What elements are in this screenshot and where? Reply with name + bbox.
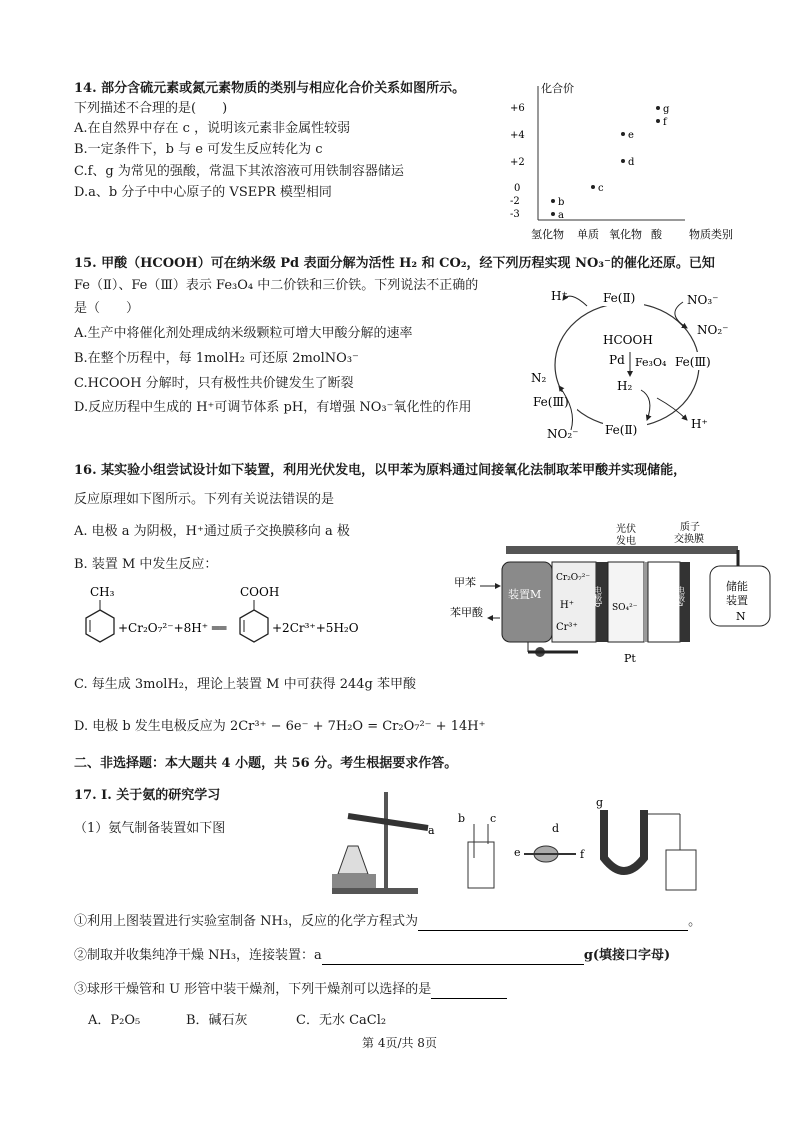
- q17-question-3: [74, 981, 507, 999]
- wire-top: [506, 546, 738, 554]
- q16-option-a: A. 电极 a 为阴极，H⁺通过质子交换膜移向 a 极: [74, 524, 350, 539]
- point-d: [621, 159, 625, 163]
- point-f: [656, 119, 660, 123]
- label-d: d: [552, 822, 560, 835]
- q16-title: 16. 某实验小组尝试设计如下装置，利用光伏发电，以甲苯为原料通过间接氧化法制取苯甲酸并实现储能，: [74, 463, 687, 478]
- page-footer: 第 4页/共 8页: [362, 1036, 437, 1050]
- center-hcooh: HCOOH: [603, 333, 653, 347]
- q14-title: 14. 部分含硫元素或氮元素物质的类别与相应化合价关系如图所示。: [74, 81, 466, 96]
- fe2-top: Fe(Ⅱ): [603, 291, 636, 305]
- q16-option-c: C. 每生成 3molH₂，理论上装置 M 中可获得 244g 苯甲酸: [74, 677, 416, 692]
- q16-line2: 反应原理如下图所示。下列有关说法错误的是: [74, 492, 335, 507]
- q14-option-b: B.一定条件下，b 与 e 可发生反应转化为 c: [74, 142, 323, 157]
- q17-q3-text: ③球形干燥管和 U 形管中装干燥剂，下列干燥剂可以选择的是: [74, 982, 432, 997]
- answer-blank-3[interactable]: [431, 985, 507, 999]
- fe3-right: Fe(Ⅲ): [675, 355, 711, 369]
- membrane-label-2: 交换膜: [674, 534, 704, 545]
- q17-q1-text: ①利用上图装置进行实验室制备 NH₃，反应的化学方程式为: [74, 914, 419, 929]
- reaction-end: +2Cr³⁺+5H₂O: [272, 621, 359, 635]
- q16-apparatus: [448, 520, 788, 670]
- section-2-heading: 二、非选择题：本大题共 4 小题，共 56 分。考生根据要求作答。: [74, 756, 458, 771]
- point-label-c: c: [598, 183, 604, 194]
- stand-pole: [384, 792, 388, 888]
- point-label-e: e: [628, 130, 634, 141]
- h-plus-top: H⁺: [551, 289, 568, 303]
- point-g: [656, 106, 660, 110]
- device-m-label: 装置M: [508, 588, 542, 601]
- q14-option-a: A.在自然界中存在 c ，说明该元素非金属性较弱: [74, 121, 351, 136]
- electrode-a-label: 电极a: [676, 586, 686, 607]
- storage-label: 储能: [726, 580, 748, 593]
- q17-option-b: B．碱石灰: [186, 1013, 248, 1028]
- q17-question-1: [74, 913, 701, 931]
- label-e: e: [514, 846, 521, 859]
- q14-option-c: C.f、g 为常见的强酸，常温下其浓溶液可用铁制容器储运: [74, 164, 404, 179]
- q15-line3: 是（ ）: [74, 301, 140, 316]
- ytick: +4: [510, 130, 525, 141]
- q15-cycle-diagram: [515, 280, 745, 450]
- label-a: a: [428, 824, 435, 837]
- q17-q2-text: ②制取并收集纯净干燥 NH₃，连接装置：a: [74, 948, 322, 963]
- point-b: [551, 199, 555, 203]
- so4-label: SO₄²⁻: [612, 603, 638, 613]
- lamp-stand: [332, 874, 376, 888]
- q17-option-c: C．无水 CaCl₂: [296, 1013, 387, 1028]
- no3-label: NO₃⁻: [687, 293, 719, 307]
- toluene-label: 甲苯: [454, 576, 476, 589]
- ytick: 0: [514, 183, 521, 194]
- stand-base: [332, 888, 418, 894]
- u-tube: [604, 810, 644, 871]
- point-c: [591, 185, 595, 189]
- ytick: +6: [510, 103, 525, 114]
- q14-prompt: 下列描述不合理的是( ): [74, 101, 228, 116]
- q17-title: 17. Ⅰ. 关于氨的研究学习: [74, 788, 221, 803]
- beaker: [666, 850, 696, 890]
- q16-option-b: B. 装置 M 中发生反应：: [74, 557, 218, 572]
- h-plus-right: H⁺: [691, 417, 708, 431]
- reaction-mid: +Cr₂O₇²⁻+8H⁺ ══: [118, 621, 227, 635]
- cr3-label: Cr³⁺: [556, 622, 578, 633]
- cooh-label: COOH: [240, 585, 280, 599]
- cr2o7-label: Cr₂O₇²⁻: [556, 573, 591, 583]
- fe3-left: Fe(Ⅲ): [533, 395, 569, 409]
- q14-option-d: D.a、b 分子中中心原子的 VSEPR 模型相同: [74, 185, 332, 200]
- fe2-bottom: Fe(Ⅱ): [605, 423, 638, 437]
- q15-option-d: D.反应历程中生成的 H⁺可调节体系 pH，有增强 NO₃⁻氧化性的作用: [74, 400, 472, 415]
- device-m: [502, 562, 552, 642]
- wash-bottle: [468, 842, 494, 888]
- point-label-g: g: [663, 104, 670, 115]
- point-label-f: f: [663, 117, 667, 128]
- center-pd: Pd: [609, 353, 625, 367]
- xtick: 氢化物: [531, 228, 564, 241]
- cell-cathode-chamber: [648, 562, 680, 642]
- ytick: -3: [510, 209, 520, 220]
- q15-title: 15. 甲酸（HCOOH）可在纳米级 Pd 表面分解为活性 H₂ 和 CO₂，经下列历程实现 NO₃⁻的催化还原。已知: [74, 256, 715, 271]
- ytick: +2: [510, 157, 525, 168]
- q15-option-c: C.HCOOH 分解时，只有极性共价键发生了断裂: [74, 376, 354, 391]
- xtick: 酸: [651, 228, 662, 241]
- xtick: 氧化物: [609, 228, 642, 241]
- label-g: g: [596, 796, 604, 809]
- center-fe3o4: Fe₃O₄: [635, 356, 667, 369]
- q16-option-d: D. 电极 b 发生电极反应为 2Cr³⁺ − 6e⁻ + 7H₂O = Cr₂O₇²⁻ + 14H⁺: [74, 719, 486, 734]
- label-c: c: [490, 812, 497, 825]
- electrode-b-label: 电极b: [593, 586, 603, 608]
- pt-label: Pt: [624, 652, 636, 665]
- no2-right: NO₂⁻: [697, 323, 729, 337]
- answer-blank-1[interactable]: [418, 917, 688, 931]
- answer-blank-2[interactable]: [322, 951, 584, 965]
- membrane-label: 质子: [680, 522, 700, 533]
- alcohol-lamp: [338, 846, 368, 874]
- q16-reaction: [70, 582, 450, 652]
- q15-option-b: B.在整个历程中，每 1molH₂ 可还原 2molNO₃⁻: [74, 351, 359, 366]
- storage-label-2: 装置: [726, 594, 748, 607]
- n2-label: N₂: [531, 371, 547, 385]
- point-label-a: a: [558, 210, 564, 221]
- q17-sub1: （1）氨气制备装置如下图: [74, 821, 226, 836]
- cell-middle: [608, 562, 644, 642]
- ch3-label: CH₃: [90, 585, 115, 599]
- benzoic-label: 苯甲酸: [450, 606, 483, 619]
- proton-membrane: [644, 562, 648, 642]
- chart-ylabel: 化合价: [541, 82, 574, 95]
- point-e: [621, 132, 625, 136]
- label-f: f: [580, 848, 585, 861]
- q17-ammonia-apparatus: [328, 788, 708, 898]
- q17-question-2: [74, 947, 670, 965]
- ytick: -2: [510, 196, 520, 207]
- pv-label-2: 发电: [616, 536, 636, 547]
- q17-q2-end: g(填接口字母): [583, 948, 671, 963]
- q15-line2: Fe（Ⅱ）、Fe（Ⅲ）表示 Fe₃O₄ 中二价铁和三价铁。下列说法不正确的: [74, 278, 479, 293]
- q14-valence-chart: [505, 78, 785, 248]
- q17-q1-end: 。: [688, 914, 702, 929]
- label-b: b: [458, 812, 466, 825]
- chart-xlabel: 物质类别: [689, 228, 733, 241]
- xtick: 单质: [577, 228, 599, 241]
- q15-option-a: A.生产中将催化剂处理成纳米级颗粒可增大甲酸分解的速率: [74, 326, 413, 341]
- no2-bottom: NO₂⁻: [547, 427, 579, 441]
- center-h2: H₂: [617, 379, 633, 393]
- h-plus-label: H⁺: [560, 600, 574, 611]
- point-a: [551, 212, 555, 216]
- point-label-d: d: [628, 157, 635, 168]
- point-label-b: b: [558, 197, 565, 208]
- q17-option-a: A．P₂O₅: [88, 1013, 141, 1028]
- storage-label-3: N: [736, 610, 746, 623]
- pv-label: 光伏: [616, 524, 636, 535]
